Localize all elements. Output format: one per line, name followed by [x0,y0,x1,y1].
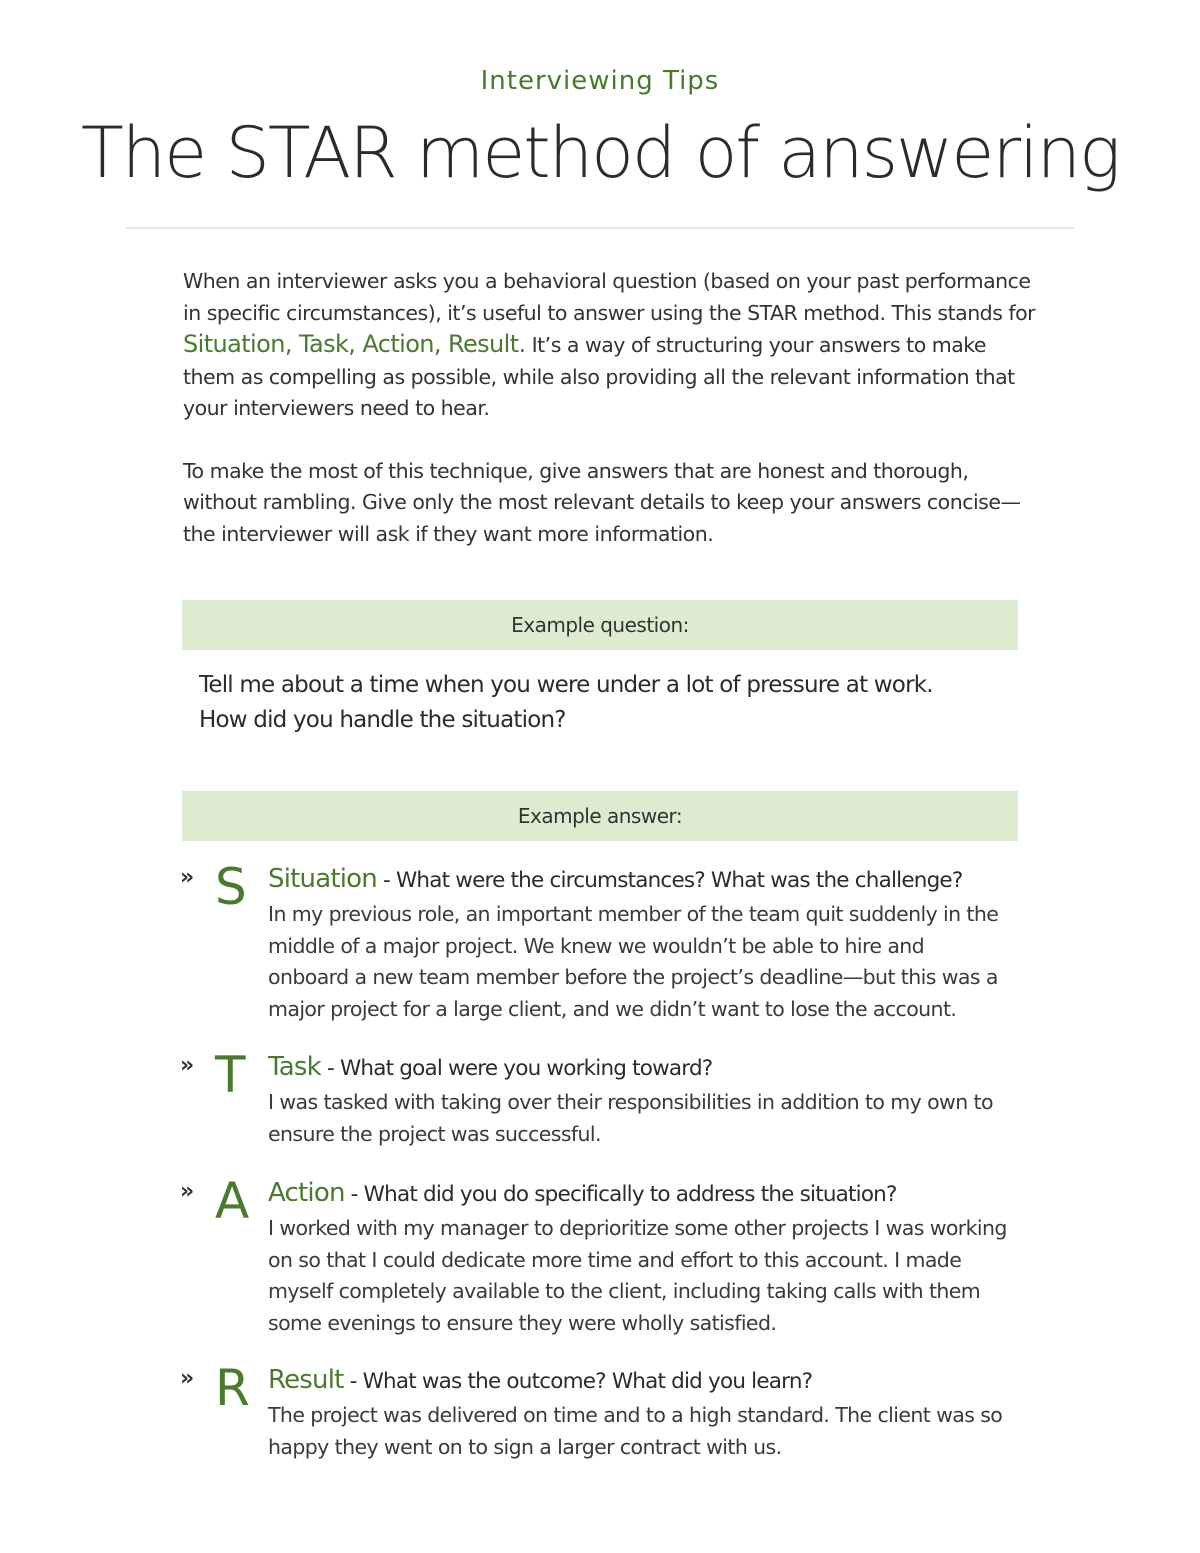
star-term: Action [268,1178,345,1208]
chevron-bullet-icon: » [180,1366,195,1391]
star-item-heading [268,1364,1058,1398]
title-divider [126,227,1074,229]
star-description: I was tasked with taking over their responsibilities in addition to my own to ensure the project was successful. [268,1090,993,1146]
star-term: Task [268,1052,321,1082]
term-period: . [518,330,526,358]
star-prompt: - What was the outcome? What did you learn? [343,1369,813,1394]
chevron-bullet-icon: » [180,865,195,890]
chevron-bullet-icon: » [180,1179,195,1204]
question-line-2: How did you handle the situation? [199,707,566,733]
star-letter-r: R [215,1359,250,1417]
intro-section [183,266,1043,550]
eyebrow-heading: Interviewing Tips [480,66,720,96]
star-description: I worked with my manager to deprioritize some other projects I was working on so that I could dedicate more time and effort to this account. I made myself completely available to the client, including taking calls with them some evenings to ensure they were wholly satisfied. [268,1216,1007,1335]
term-separator: , [433,330,448,358]
chevron-bullet-icon: » [180,1053,195,1078]
term-task: Task [298,330,349,358]
term-separator: , [348,330,363,358]
star-prompt: - What were the circumstances? What was the challenge? [376,868,963,893]
intro-paragraph-2: To make the most of this technique, give answers that are honest and thorough, without rambling. Give only the most relevant details to keep your answers concise—the interviewer will ask if they want more information. [183,458,1021,546]
star-description: In my previous role, an important member of the team quit suddenly in the middle of a major project. We knew we wouldn’t be able to hire and onboard a new team member before the project’s deadline—but this was a major project for a large client, and we didn’t want to lose the account. [268,902,999,1021]
page-title: The STAR method of answering [81,112,1119,194]
star-item-heading [268,863,1058,897]
star-letter-s: S [215,858,247,916]
star-item-body [268,863,1058,1025]
star-prompt: - What did you do specifically to address the situation? [344,1182,897,1207]
star-item-body [268,1364,1058,1463]
star-description: The project was delivered on time and to a high standard. The client was so happy they went on to sign a larger contract with us. [268,1403,1003,1459]
question-line-1: Tell me about a time when you were under a lot of pressure at work. [199,672,933,698]
star-item-body [268,1051,1058,1150]
star-prompt: - What goal were you working toward? [320,1056,713,1081]
star-term: Situation [268,864,377,894]
term-action: Action [362,330,434,358]
intro-paragraph-1 [183,266,1043,425]
star-term: Result [268,1365,344,1395]
term-situation: Situation [183,330,285,358]
example-question-band: Example question: [182,600,1018,650]
example-answer-band: Example answer: [182,791,1018,841]
intro-text-before: When an interviewer asks you a behavioral question (based on your past performance in specific circumstances), it’s useful to answer using the STAR method. This stands for [183,269,1036,325]
term-result: Result [447,330,519,358]
intro-text-after: It’s a way of structuring your answers to make them as compelling as possible, while also providing all the relevant information that your interviewers need to hear. [183,333,1015,420]
term-separator: , [284,330,299,358]
star-letter-a: A [215,1172,250,1230]
star-item-heading [268,1051,1058,1085]
star-letter-t: T [215,1046,246,1104]
star-item-body [268,1177,1058,1339]
example-question [199,668,999,738]
star-item-heading [268,1177,1058,1211]
